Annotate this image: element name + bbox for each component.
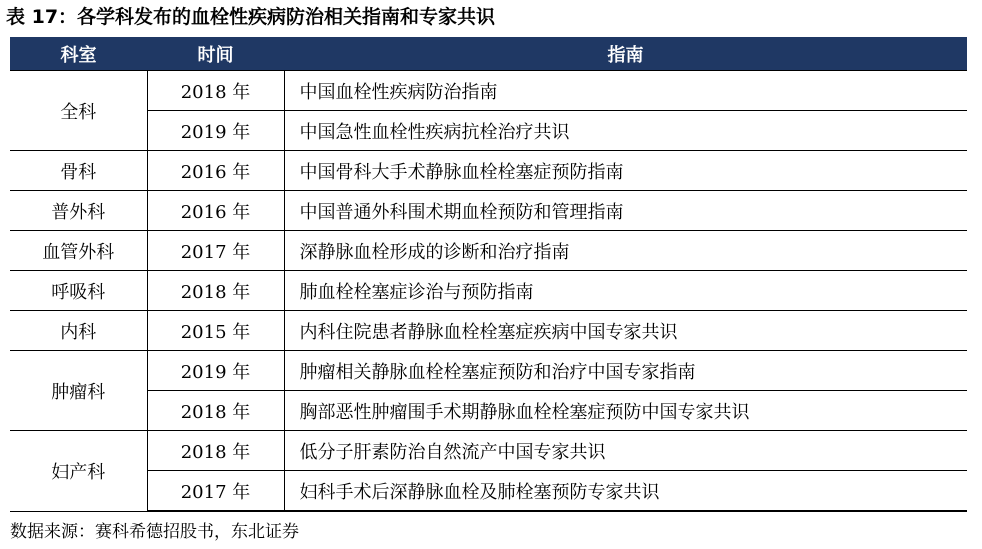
guide-cell: 中国骨科大手术静脉血栓栓塞症预防指南 (284, 151, 967, 191)
year-cell: 2016 年 (147, 191, 284, 231)
year-cell: 2015 年 (147, 311, 284, 351)
guide-cell: 肿瘤相关静脉血栓栓塞症预防和治疗中国专家指南 (284, 351, 967, 391)
dept-cell: 普外科 (10, 191, 147, 231)
table-row (10, 271, 967, 311)
year-cell: 2018 年 (147, 71, 284, 111)
dept-cell: 肿瘤科 (10, 351, 147, 431)
guide-cell: 中国血栓性疾病防治指南 (284, 71, 967, 111)
guide-cell: 中国急性血栓性疾病抗栓治疗共识 (284, 111, 967, 151)
table-row (10, 351, 967, 391)
year-cell: 2017 年 (147, 231, 284, 271)
table-row (10, 471, 967, 512)
year-cell: 2018 年 (147, 271, 284, 311)
year-cell: 2018 年 (147, 431, 284, 471)
year-cell: 2016 年 (147, 151, 284, 191)
table-row (10, 431, 967, 471)
year-cell: 2018 年 (147, 391, 284, 431)
table-row (10, 231, 967, 271)
source-note: 数据来源：赛科希德招股书，东北证券 (10, 522, 299, 542)
table-title: 表 17：各学科发布的血栓性疾病防治相关指南和专家共识 (6, 6, 496, 28)
guide-cell: 低分子肝素防治自然流产中国专家共识 (284, 431, 967, 471)
column-header-time: 时间 (147, 37, 284, 71)
column-header-dept: 科室 (10, 37, 147, 71)
year-cell: 2019 年 (147, 111, 284, 151)
table-row (10, 391, 967, 431)
dept-cell: 骨科 (10, 151, 147, 191)
dept-cell: 妇产科 (10, 431, 147, 512)
guide-cell: 中国普通外科围术期血栓预防和管理指南 (284, 191, 967, 231)
guide-cell: 肺血栓栓塞症诊治与预防指南 (284, 271, 967, 311)
dept-cell: 血管外科 (10, 231, 147, 271)
guide-cell: 内科住院患者静脉血栓栓塞症疾病中国专家共识 (284, 311, 967, 351)
table-row (10, 111, 967, 151)
year-cell: 2017 年 (147, 471, 284, 512)
year-cell: 2019 年 (147, 351, 284, 391)
table-row (10, 71, 967, 111)
dept-cell: 呼吸科 (10, 271, 147, 311)
guidelines-table (10, 37, 967, 512)
guide-cell: 胸部恶性肿瘤围手术期静脉血栓栓塞症预防中国专家共识 (284, 391, 967, 431)
table-header-row (10, 37, 967, 71)
column-header-guide: 指南 (284, 37, 967, 71)
table-row (10, 191, 967, 231)
table-row (10, 311, 967, 351)
table-row (10, 151, 967, 191)
dept-cell: 全科 (10, 71, 147, 151)
guide-cell: 深静脉血栓形成的诊断和治疗指南 (284, 231, 967, 271)
dept-cell: 内科 (10, 311, 147, 351)
guide-cell: 妇科手术后深静脉血栓及肺栓塞预防专家共识 (284, 471, 967, 512)
